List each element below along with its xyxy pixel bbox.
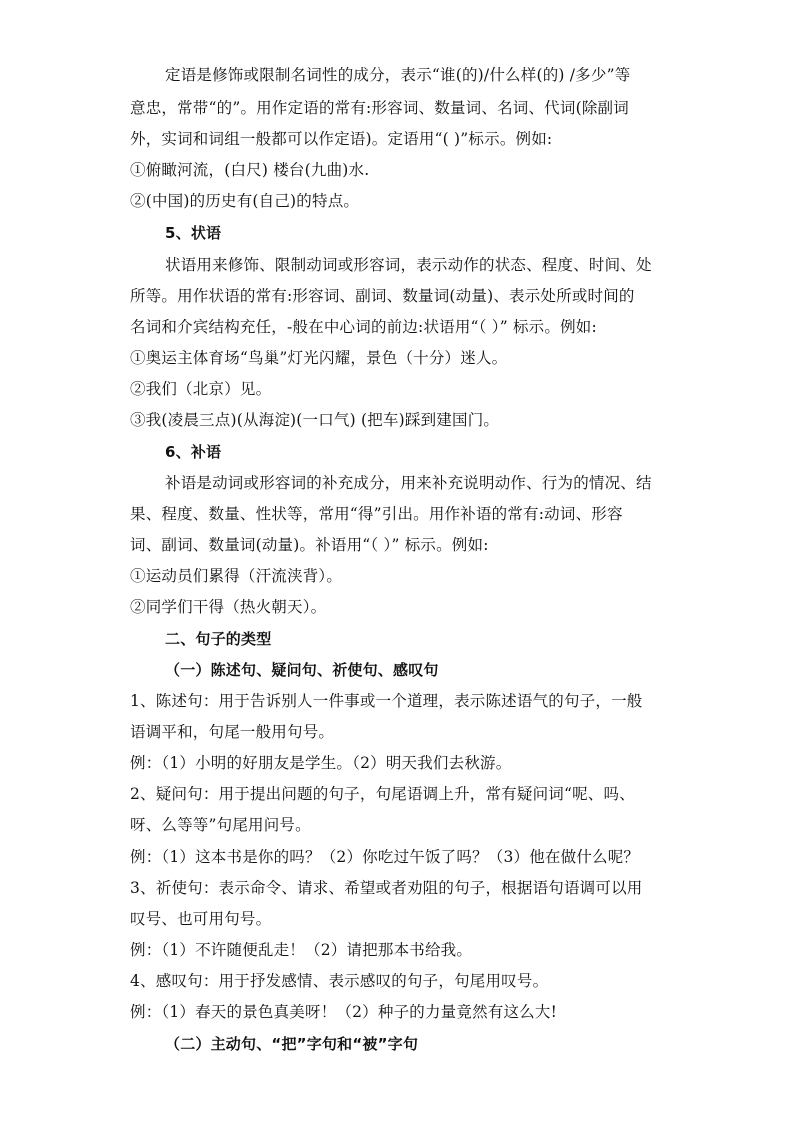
text-line: 外，实词和词组一般都可以作定语)。定语用“( )”标示。例如:	[130, 130, 553, 148]
text-line: ②我们（北京）见。	[130, 380, 272, 398]
section-heading: 5、状语	[165, 224, 222, 242]
text-line: 叹号、也可用句号。	[130, 910, 272, 928]
text-line: 意忠，常带“的”。用作定语的常有:形容词、数量词、名词、代词(除副词	[130, 99, 629, 117]
text-line: 定语是修饰或限制名词性的成分，表示“谁(的)/什么样(的) /多少”等	[165, 66, 631, 84]
text-line: 呀、么等等”句尾用问号。	[130, 816, 311, 834]
text-line: ②(中国)的历史有(自己)的特点。	[130, 192, 360, 210]
text-line: ①运动员们累得（汗流浃背）。	[130, 567, 343, 585]
text-line: ②同学们干得（热火朝天）。	[130, 598, 327, 616]
text-line: ①俯瞰河流，(白尺) 楼台(九曲)水.	[130, 161, 370, 179]
text-line: 4、感叹句：用于抒发感情、表示感叹的句子，句尾用叹号。	[130, 972, 549, 990]
text-line: 名词和介宾结构充任，-般在中心词的前边:状语用“（ ）” 标示。例如:	[130, 318, 597, 336]
text-line: 果、程度、数量、性状等，常用“得”引出。用作补语的常有:动词、形容	[130, 505, 623, 523]
text-line: ①奥运主体育场“鸟巢”灯光闪耀，景色（十分）迷人。	[130, 349, 508, 367]
text-line: ③我(凌晨三点)(从海淀)(一口气) (把车)踩到建国门。	[130, 411, 500, 429]
text-line: 1、陈述句：用于告诉别人一件事或一个道理，表示陈述语气的句子，一般	[130, 692, 643, 710]
text-line: 词、副词、数量词(动量)。补语用“（ ）” 标示。例如:	[130, 536, 489, 554]
text-line: 所等。用作状语的常有:形容词、副词、数量词(动量)、表示处所或时间的	[130, 287, 635, 305]
section-heading: 二、句子的类型	[165, 630, 272, 648]
text-line: 补语是动词或形容词的补充成分，用来补充说明动作、行为的情况、结	[165, 474, 652, 492]
text-line: 3、祈使句：表示命令、请求、希望或者劝阻的句子，根据语句语调可以用	[130, 879, 643, 897]
section-heading: 6、补语	[165, 443, 222, 461]
subsection-heading: （一）陈述句、疑问句、祈使句、感叹句	[165, 661, 439, 679]
text-line: 语调平和，句尾一般用句号。	[130, 723, 335, 741]
text-line: 例：（1）这本书是你的吗？（2）你吃过午饭了吗？（3）他在做什么呢？	[130, 848, 640, 866]
text-line: 状语用来修饰、限制动词或形容词，表示动作的状态、程度、时间、处	[165, 256, 652, 274]
text-line: 例：（1）春天的景色真美呀！（2）种子的力量竟然有这么大!	[130, 1003, 558, 1021]
subsection-heading: （二）主动句、“把”字句和“被”字句	[165, 1035, 419, 1053]
text-line: 例：（1）小明的好朋友是学生。（2）明天我们去秋游。	[130, 754, 512, 772]
text-line: 例：（1）不许随便乱走！（2）请把那本书给我。	[130, 941, 473, 959]
text-line: 2、疑问句：用于提出问题的句子，句尾语调上升，常有疑问词“呢、吗、	[130, 785, 635, 803]
